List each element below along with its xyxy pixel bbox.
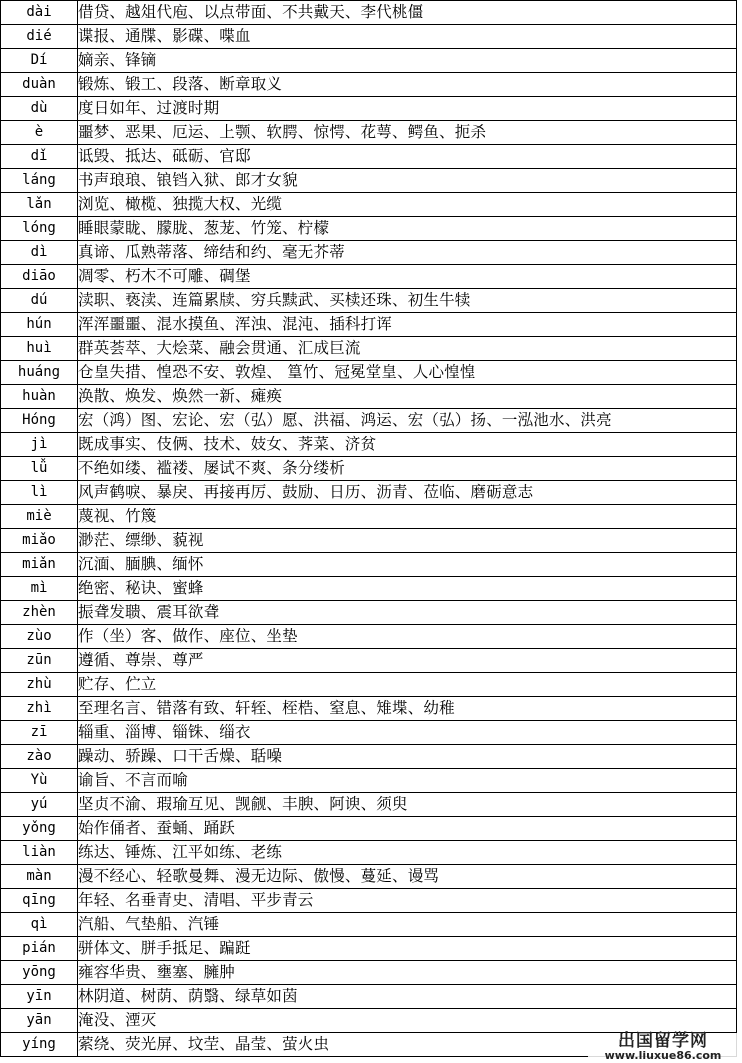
table-row [1, 553, 737, 577]
table-row [1, 217, 737, 241]
words-cell: 练达、锤炼、江平如练、老练 [78, 841, 737, 865]
words-cell: 林阴道、树荫、荫翳、绿草如茵 [78, 985, 737, 1009]
words-cell: 真谛、瓜熟蒂落、缔结和约、毫无芥蒂 [78, 241, 737, 265]
words-cell: 风声鹤唳、暴戾、再接再厉、鼓励、日历、沥青、莅临、磨砺意志 [78, 481, 737, 505]
pinyin-cell: huàn [1, 385, 78, 409]
words-cell: 年轻、名垂青史、清唱、平步青云 [78, 889, 737, 913]
pinyin-cell: jì [1, 433, 78, 457]
pinyin-cell: lì [1, 481, 78, 505]
table-row [1, 961, 737, 985]
table-row [1, 673, 737, 697]
table-row [1, 73, 737, 97]
words-cell: 度日如年、过渡时期 [78, 97, 737, 121]
pinyin-cell: è [1, 121, 78, 145]
table-row [1, 649, 737, 673]
table-row [1, 817, 737, 841]
words-cell: 汽船、气垫船、汽锤 [78, 913, 737, 937]
pinyin-cell: miǎo [1, 529, 78, 553]
pinyin-cell: hún [1, 313, 78, 337]
pinyin-cell: pián [1, 937, 78, 961]
watermark-site-url: www.liuxue86.com [604, 1049, 722, 1062]
table-row [1, 433, 737, 457]
table-row [1, 169, 737, 193]
pinyin-cell: lǚ [1, 457, 78, 481]
pinyin-cell: lóng [1, 217, 78, 241]
words-cell: 萦绕、荧光屏、坟茔、晶莹、萤火虫 [78, 1033, 737, 1057]
pinyin-cell: Hóng [1, 409, 78, 433]
table-row [1, 145, 737, 169]
words-cell: 雍容华贵、壅塞、臃肿 [78, 961, 737, 985]
table-row [1, 361, 737, 385]
table-row [1, 889, 737, 913]
table-row [1, 841, 737, 865]
table-row [1, 577, 737, 601]
table-row [1, 697, 737, 721]
table-row [1, 121, 737, 145]
words-cell: 谍报、通牒、影碟、喋血 [78, 25, 737, 49]
words-cell: 渎职、亵渎、连篇累牍、穷兵黩武、买椟还珠、初生牛犊 [78, 289, 737, 313]
words-cell: 浏览、橄榄、独揽大权、光缆 [78, 193, 737, 217]
pinyin-cell: miǎn [1, 553, 78, 577]
table-row [1, 289, 737, 313]
pinyin-cell: liàn [1, 841, 78, 865]
words-cell: 骈体文、胼手抵足、蹁跹 [78, 937, 737, 961]
table-row [1, 25, 737, 49]
words-cell: 贮存、伫立 [78, 673, 737, 697]
words-cell: 既成事实、伎俩、技术、妓女、荠菜、济贫 [78, 433, 737, 457]
pinyin-cell: dài [1, 1, 78, 25]
words-cell: 宏（鸿）图、宏论、宏（弘）愿、洪福、鸿运、宏（弘）扬、一泓池水、洪亮 [78, 409, 737, 433]
pinyin-cell: Yù [1, 769, 78, 793]
pinyin-cell: zī [1, 721, 78, 745]
pinyin-cell: zùo [1, 625, 78, 649]
words-cell: 嫡亲、锋镝 [78, 49, 737, 73]
words-cell: 诋毁、抵达、砥砺、官邸 [78, 145, 737, 169]
words-cell: 始作俑者、蚕蛹、踊跃 [78, 817, 737, 841]
pinyin-cell: mì [1, 577, 78, 601]
words-cell: 躁动、骄躁、口干舌燥、聒噪 [78, 745, 737, 769]
words-cell: 遵循、尊崇、尊严 [78, 649, 737, 673]
pinyin-cell: yǒng [1, 817, 78, 841]
table-row [1, 601, 737, 625]
words-cell: 渺茫、缥缈、藐视 [78, 529, 737, 553]
words-cell: 不绝如缕、褴褛、屡试不爽、条分缕析 [78, 457, 737, 481]
words-cell: 蔑视、竹篾 [78, 505, 737, 529]
table-row [1, 937, 737, 961]
table-row [1, 409, 737, 433]
words-cell: 辎重、淄博、锱铢、缁衣 [78, 721, 737, 745]
words-cell: 漫不经心、轻歌曼舞、漫无边际、傲慢、蔓延、谩骂 [78, 865, 737, 889]
table-row [1, 793, 737, 817]
table-row [1, 985, 737, 1009]
words-cell: 淹没、湮灭 [78, 1009, 737, 1033]
words-cell: 锻炼、锻工、段落、断章取义 [78, 73, 737, 97]
table-row [1, 313, 737, 337]
table-row [1, 97, 737, 121]
words-cell: 作（坐）客、做作、座位、坐垫 [78, 625, 737, 649]
table-row [1, 913, 737, 937]
table-row [1, 481, 737, 505]
pinyin-cell: duàn [1, 73, 78, 97]
pinyin-cell: dié [1, 25, 78, 49]
words-cell: 浑浑噩噩、混水摸鱼、浑浊、混沌、插科打诨 [78, 313, 737, 337]
words-cell: 睡眼蒙眬、朦胧、葱茏、竹笼、柠檬 [78, 217, 737, 241]
pinyin-cell: miè [1, 505, 78, 529]
pinyin-cell: huì [1, 337, 78, 361]
pinyin-cell: láng [1, 169, 78, 193]
table-row [1, 745, 737, 769]
words-cell: 沉湎、腼腆、缅怀 [78, 553, 737, 577]
table-row [1, 1, 737, 25]
table-row [1, 625, 737, 649]
pinyin-cell: yān [1, 1009, 78, 1033]
pinyin-cell: qì [1, 913, 78, 937]
pinyin-cell: dǐ [1, 145, 78, 169]
pinyin-cell: lǎn [1, 193, 78, 217]
table-row [1, 193, 737, 217]
pinyin-cell: dú [1, 289, 78, 313]
watermark-site-name: 出国留学网 [618, 1031, 708, 1051]
words-cell: 借贷、越俎代庖、以点带面、不共戴天、李代桃僵 [78, 1, 737, 25]
pinyin-cell: zhèn [1, 601, 78, 625]
pinyin-cell: zhì [1, 697, 78, 721]
pinyin-cell: Dí [1, 49, 78, 73]
pinyin-cell: qīng [1, 889, 78, 913]
table-row [1, 265, 737, 289]
pinyin-cell: diāo [1, 265, 78, 289]
table-row [1, 337, 737, 361]
words-cell: 凋零、朽木不可雕、碉堡 [78, 265, 737, 289]
words-cell: 至理名言、错落有致、轩轾、桎梏、窒息、雉堞、幼稚 [78, 697, 737, 721]
words-cell: 谕旨、不言而喻 [78, 769, 737, 793]
pinyin-cell: yíng [1, 1033, 78, 1057]
table-row [1, 457, 737, 481]
table-row [1, 505, 737, 529]
pinyin-cell: yú [1, 793, 78, 817]
table-row [1, 1009, 737, 1033]
table-row [1, 241, 737, 265]
pinyin-cell: huáng [1, 361, 78, 385]
table-row [1, 385, 737, 409]
words-cell: 书声琅琅、锒铛入狱、郎才女貌 [78, 169, 737, 193]
pinyin-cell: yōng [1, 961, 78, 985]
table-row [1, 49, 737, 73]
pinyin-cell: dù [1, 97, 78, 121]
pinyin-cell: màn [1, 865, 78, 889]
pinyin-cell: yīn [1, 985, 78, 1009]
pinyin-cell: zūn [1, 649, 78, 673]
vocabulary-table-body [1, 1, 737, 1057]
pinyin-cell: zào [1, 745, 78, 769]
site-watermark-logo [588, 1033, 738, 1061]
words-cell: 群英荟萃、大烩菜、融会贯通、汇成巨流 [78, 337, 737, 361]
pinyin-cell: zhù [1, 673, 78, 697]
table-row [1, 769, 737, 793]
table-row [1, 529, 737, 553]
words-cell: 噩梦、恶果、厄运、上颚、软腭、惊愕、花萼、鳄鱼、扼杀 [78, 121, 737, 145]
words-cell: 振聋发聩、震耳欲聋 [78, 601, 737, 625]
words-cell: 绝密、秘诀、蜜蜂 [78, 577, 737, 601]
table-row [1, 721, 737, 745]
words-cell: 坚贞不渝、瑕瑜互见、觊觎、丰腴、阿谀、须臾 [78, 793, 737, 817]
pinyin-cell: dì [1, 241, 78, 265]
words-cell: 仓皇失措、惶恐不安、敦煌、 篁竹、冠冕堂皇、人心惶惶 [78, 361, 737, 385]
words-cell: 涣散、焕发、焕然一新、瘫痪 [78, 385, 737, 409]
table-row [1, 865, 737, 889]
